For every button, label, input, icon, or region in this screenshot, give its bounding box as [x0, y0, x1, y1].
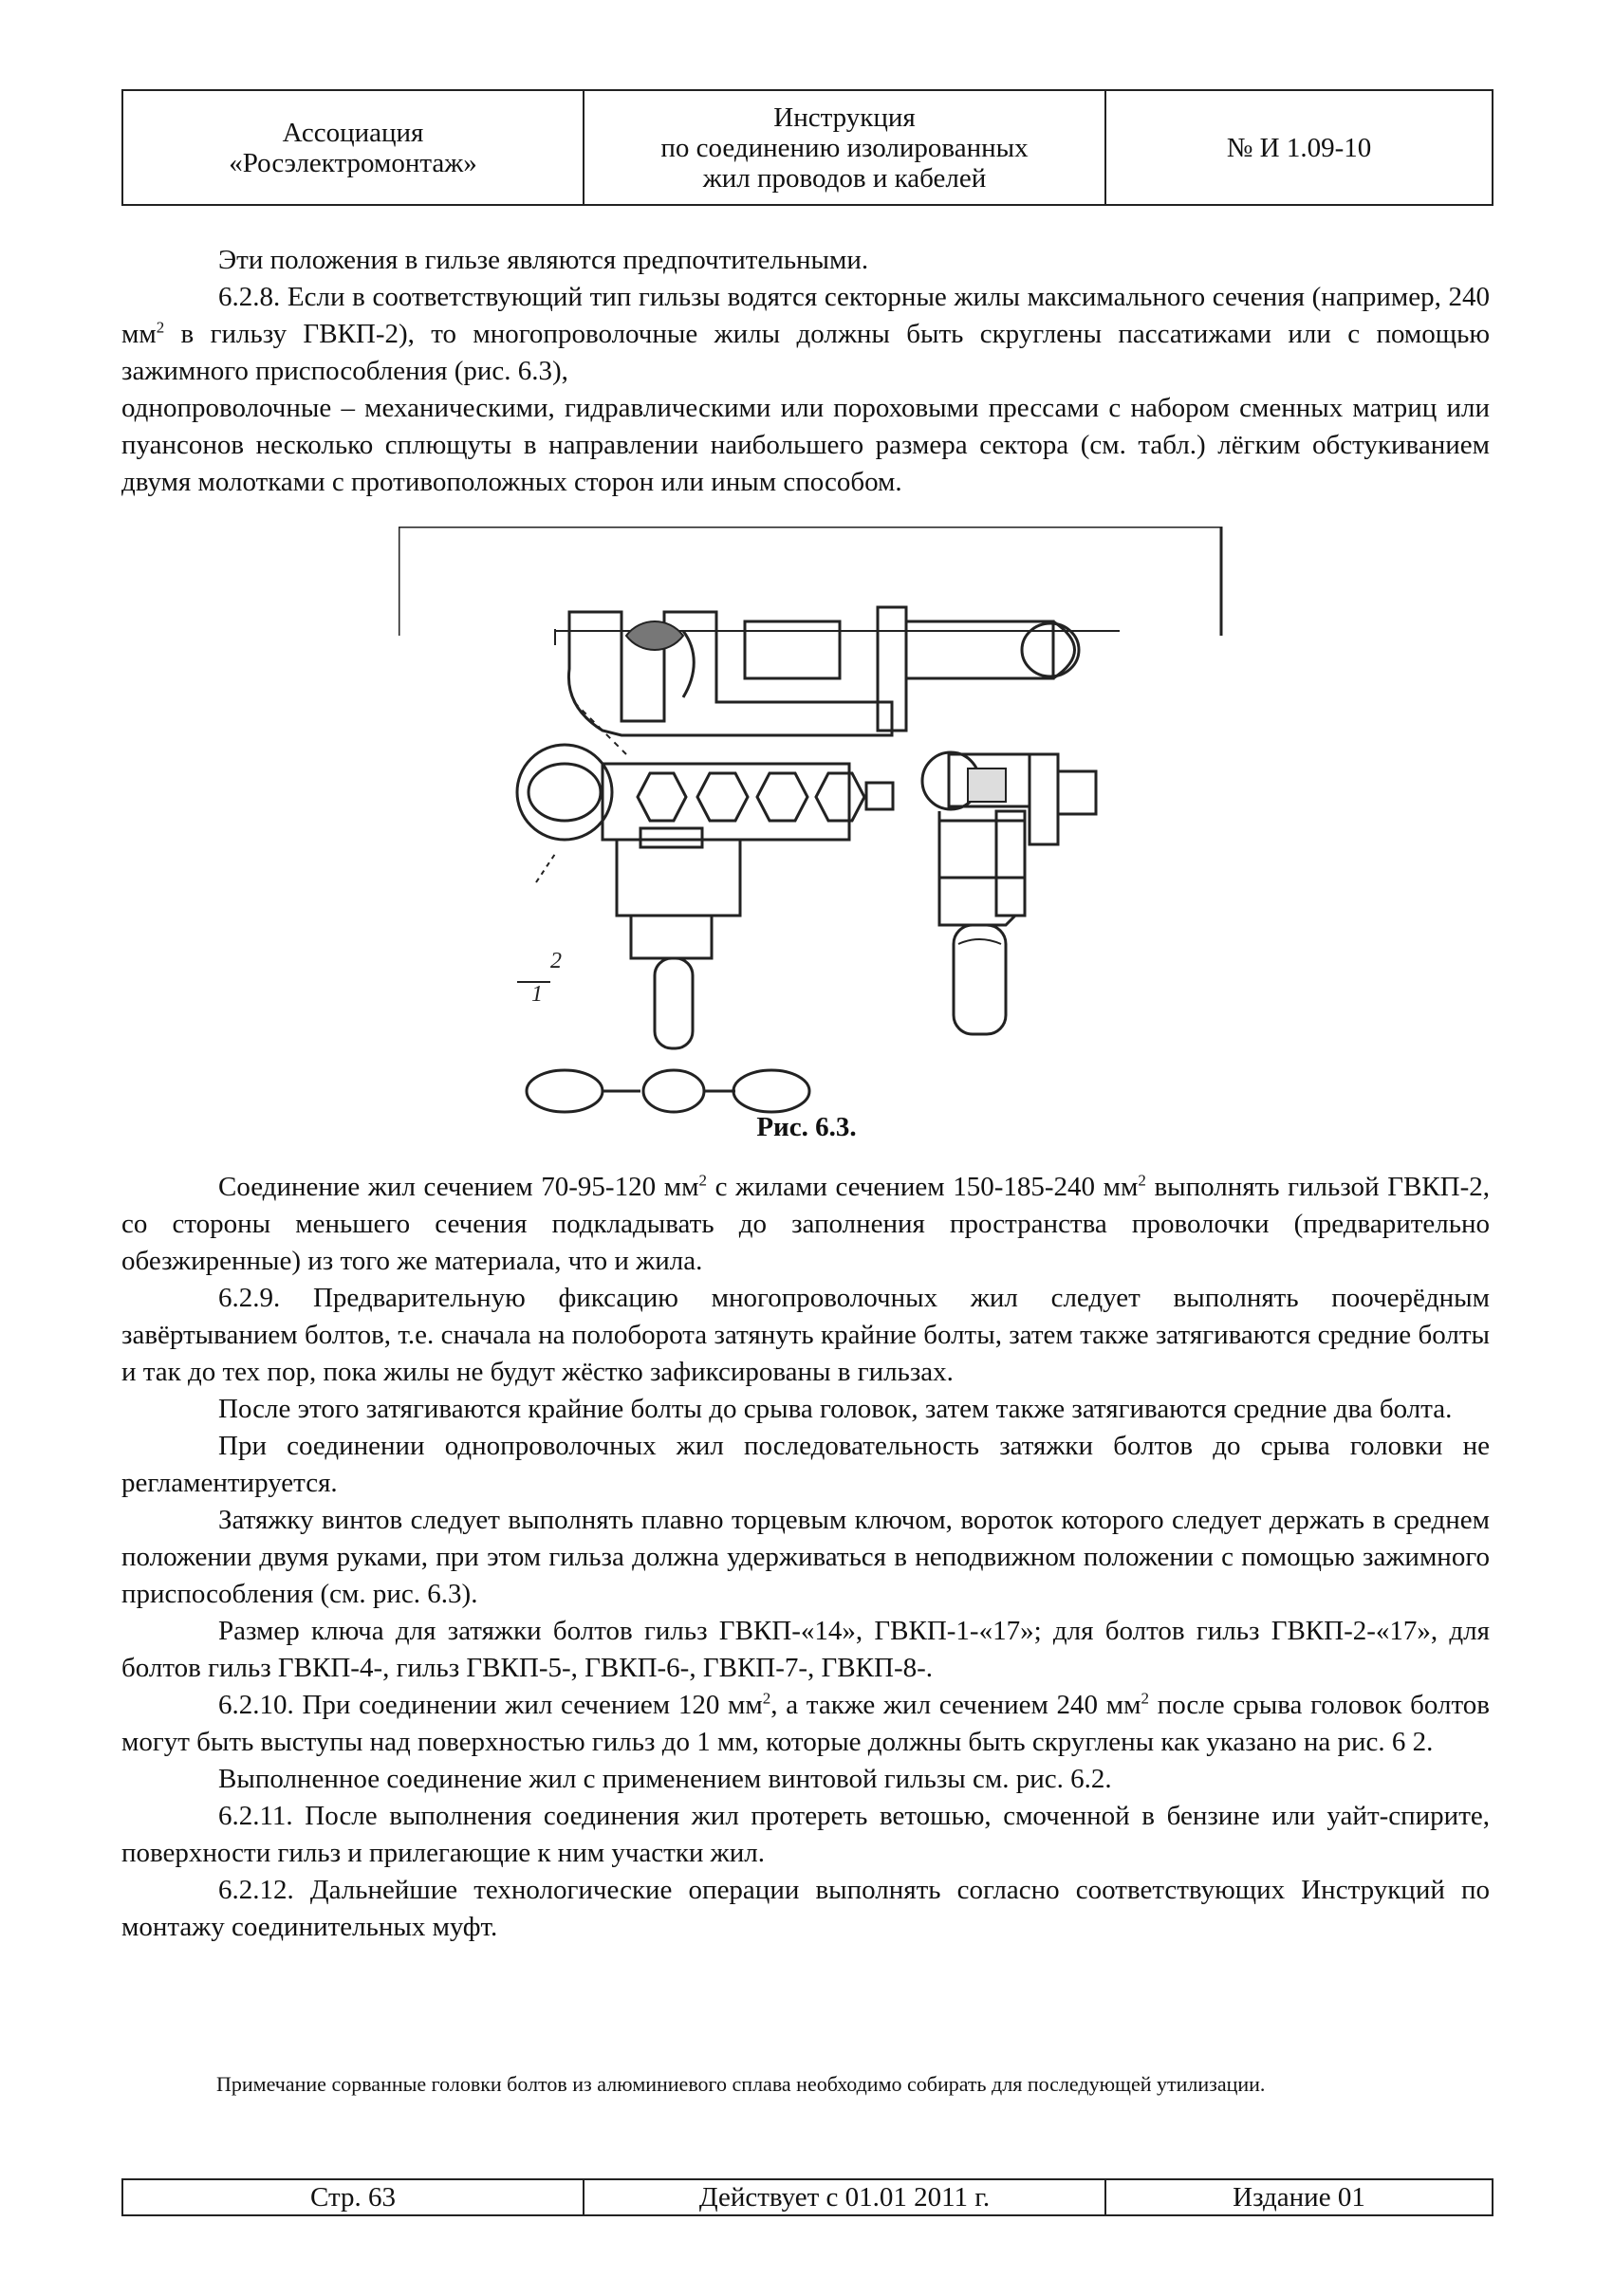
page-number: Стр. 63 — [123, 2180, 584, 2214]
text-run: 6.2.10. При соединении жил сечением 120 мм — [218, 1690, 763, 1720]
paragraph-6-2-10 — [121, 1687, 1490, 1761]
org-name-line2: «Росэлектромонтаж» — [229, 147, 477, 178]
paragraph: однопроволочные – механическими, гидравлическими или пороховыми прессами с набором сменных матриц или пуансонов несколько сплющуты в направлении наибольшего размера сектора (см. табл.) лёгким обстукиванием двумя молотками с противоположных сторон или иным способом. — [121, 393, 1490, 497]
footnote-remark: Примечание сорванные головки болтов из алюминиевого сплава необходимо собирать для последующей утилизации. — [216, 2072, 1266, 2096]
text-run: с жилами сечением 150-185-240 мм — [706, 1172, 1139, 1202]
body-text-bottom — [121, 1169, 1490, 1946]
superscript: 2 — [1138, 1171, 1146, 1190]
paragraph — [121, 1169, 1490, 1280]
text-run: выполнять гильзой ГВКП-2, со стороны меньшего сечения подкладывать до заполнения пространства проволочки (предварительно обезжиренные) из того же материала, что и жила. — [121, 1172, 1490, 1276]
doc-title-line1: Инструкция — [773, 102, 916, 133]
paragraph: Эти положения в гильзе являются предпочтительными. — [218, 245, 869, 275]
document-number-cell — [1106, 91, 1492, 204]
callout-label-2: 2 — [550, 949, 562, 973]
document-title-cell — [584, 91, 1106, 204]
paragraph-6-2-12: 6.2.12. Дальнейшие технологические операции выполнять согласно соответствующих Инструкций по монтажу соединительных муфт. — [121, 1875, 1490, 1942]
superscript: 2 — [1141, 1689, 1149, 1708]
paragraph: Размер ключа для затяжки болтов гильз ГВКП-«14», ГВКП-1-«17»; для болтов гильз ГВКП-2-«17», для болтов гильз ГВКП-4-, гильз ГВКП-5-, ГВКП-6-, ГВКП-7-, ГВКП-8-. — [121, 1616, 1490, 1683]
organization-cell — [123, 91, 584, 204]
callout-label-1: 1 — [531, 982, 543, 1007]
clamp-top-view — [555, 607, 1120, 735]
paragraph: Выполненное соединение жил с применением винтовой гильзы см. рис. 6.2. — [218, 1764, 1112, 1794]
text-run: , а также жил сечением 240 мм — [770, 1690, 1141, 1720]
document-header — [121, 89, 1493, 206]
text-run: 6.2.8. Если в соответствующий тип гильзы водятся секторные жилы максимального сечения (например, 240 мм — [121, 282, 1490, 349]
text-run: после срыва головок болтов могут быть выступы над поверхностью гильз до 1 мм, которые должны быть скруглены как указано на рис. 6 2. — [121, 1690, 1490, 1757]
doc-title-line3: жил проводов и кабелей — [702, 162, 987, 194]
paragraph-6-2-11: 6.2.11. После выполнения соединения жил протереть ветошью, смоченной в бензине или уайт-спирите, поверхности гильз и прилегающие к ним участки жил. — [121, 1801, 1490, 1868]
figure-frame — [399, 527, 1221, 636]
body-text-top — [121, 242, 1490, 501]
doc-number: № И 1.09-10 — [1226, 132, 1372, 163]
text-run: Соединение жил сечением 70-95-120 мм — [218, 1172, 699, 1202]
validity-date: Действует с 01.01 2011 г. — [584, 2180, 1106, 2214]
document-footer — [121, 2178, 1493, 2216]
clamp-front-view — [517, 702, 893, 1112]
org-name-line1: Ассоциация — [282, 117, 424, 148]
superscript: 2 — [698, 1171, 707, 1190]
superscript: 2 — [762, 1689, 771, 1708]
paragraph: При соединении однопроволочных жил последовательность затяжки болтов до срыва головки не регламентируется. — [121, 1431, 1490, 1498]
paragraph-6-2-8 — [121, 279, 1490, 390]
paragraph-6-2-9: 6.2.9. Предварительную фиксацию многопроволочных жил следует выполнять поочерёдным завёртыванием болтов, т.е. сначала на полоборота затянуть крайние болты, затем также затягиваются средние болты и так до тех пор, пока жилы не будут жёстко зафиксированы в гильзах. — [121, 1283, 1490, 1387]
edition-number: Издание 01 — [1233, 2181, 1365, 2213]
paragraph: После этого затягиваются крайние болты до срыва головок, затем также затягиваются средние два болта. — [218, 1394, 1453, 1424]
paragraph: Затяжку винтов следует выполнять плавно торцевым ключом, вороток которого следует держать в среднем положении двумя руками, при этом гильза должна удерживаться в неподвижном положении с помощью зажимного приспособления (см. рис. 6.3). — [121, 1505, 1490, 1609]
superscript: 2 — [156, 318, 165, 337]
text-run: в гильзу ГВКП-2), то многопроволочные жилы должны быть скруглены пассатижами или с помощью зажимного приспособления (рис. 6.3), — [121, 319, 1490, 386]
figure-caption: Рис. 6.3. — [756, 1112, 857, 1142]
doc-title-line2: по соединению изолированных — [660, 132, 1029, 163]
figure-6-3-clamping-tool — [399, 527, 1224, 1172]
clamp-side-view — [922, 752, 1096, 1034]
